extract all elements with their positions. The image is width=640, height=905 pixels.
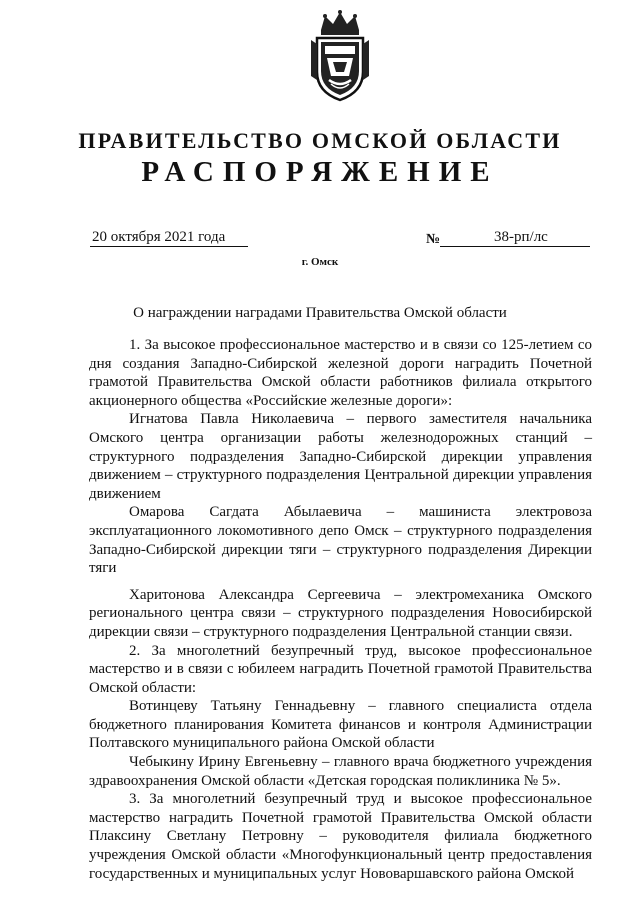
paragraph-2: Игнатова Павла Николаевича – первого заместителя начальника Омского центра организации работы железнодорожных станций – структурного подразделения Западно-Сибирской дирекции управления движением – структурного подразделения Центральной дирекции управления движением [89, 411, 592, 502]
paragraph-4: Харитонова Александра Сергеевича – электромеханика Омского регионального центра связи – структурного подразделения Новосибирской дирекции связи – структурного подразделения Центральной станции связи. [89, 586, 592, 640]
document-body [89, 336, 592, 883]
coat-of-arms-icon [303, 10, 377, 102]
document-date: 20 октября 2021 года [92, 229, 226, 245]
document-number: 38-рп/лс [494, 229, 548, 245]
organization-title: ПРАВИТЕЛЬСТВО ОМСКОЙ ОБЛАСТИ [78, 128, 562, 153]
paragraph-8: 3. За многолетний безупречный труд и высокое профессиональное мастерство наградить Почетной грамотой Правительства Омской области Плаксину Светлану Петровну – руководителя филиала бюджетного учреждения Омской области «Многофункциональный центр предоставления государственных и муниципальных услуг Нововаршавского района Омской [89, 791, 592, 882]
date-underline [90, 246, 248, 247]
paragraph-6: Вотинцеву Татьяну Геннадьевну – главного специалиста отдела бюджетного планирования Комитета финансов и контроля Администрации Полтавского муниципального района Омской области [89, 698, 592, 752]
paragraph-1: 1. За высокое профессиональное мастерство и в связи со 125-летием со дня создания Западно-Сибирской железной дороги наградить Почетной грамотой Правительства Омской области работников филиала открытого акционерного общества «Российские железные дороги»: [89, 337, 592, 409]
paragraph-5: 2. За многолетний безупречный труд, высокое профессиональное мастерство и в связи с юбилеем наградить Почетной грамотой Правительства Омской области: [89, 642, 592, 696]
document-type-title: РАСПОРЯЖЕНИЕ [141, 156, 499, 188]
paragraph-3: Омарова Сагдата Абылаевича – машиниста электровоза эксплуатационного локомотивного депо Омск – структурного подразделения Западно-Сибирской дирекции тяги – структурного подразделения Дирекции тяги [89, 504, 592, 577]
document-city: г. Омск [301, 256, 339, 268]
number-underline [440, 246, 590, 247]
paragraph-7: Чебыкину Ирину Евгеньевну – главного врача бюджетного учреждения здравоохранения Омской области «Детская городская поликлиника № 5». [89, 754, 592, 789]
document-subject: О награждении наградами Правительства Омской области [133, 305, 507, 321]
number-sign: № [426, 232, 441, 247]
